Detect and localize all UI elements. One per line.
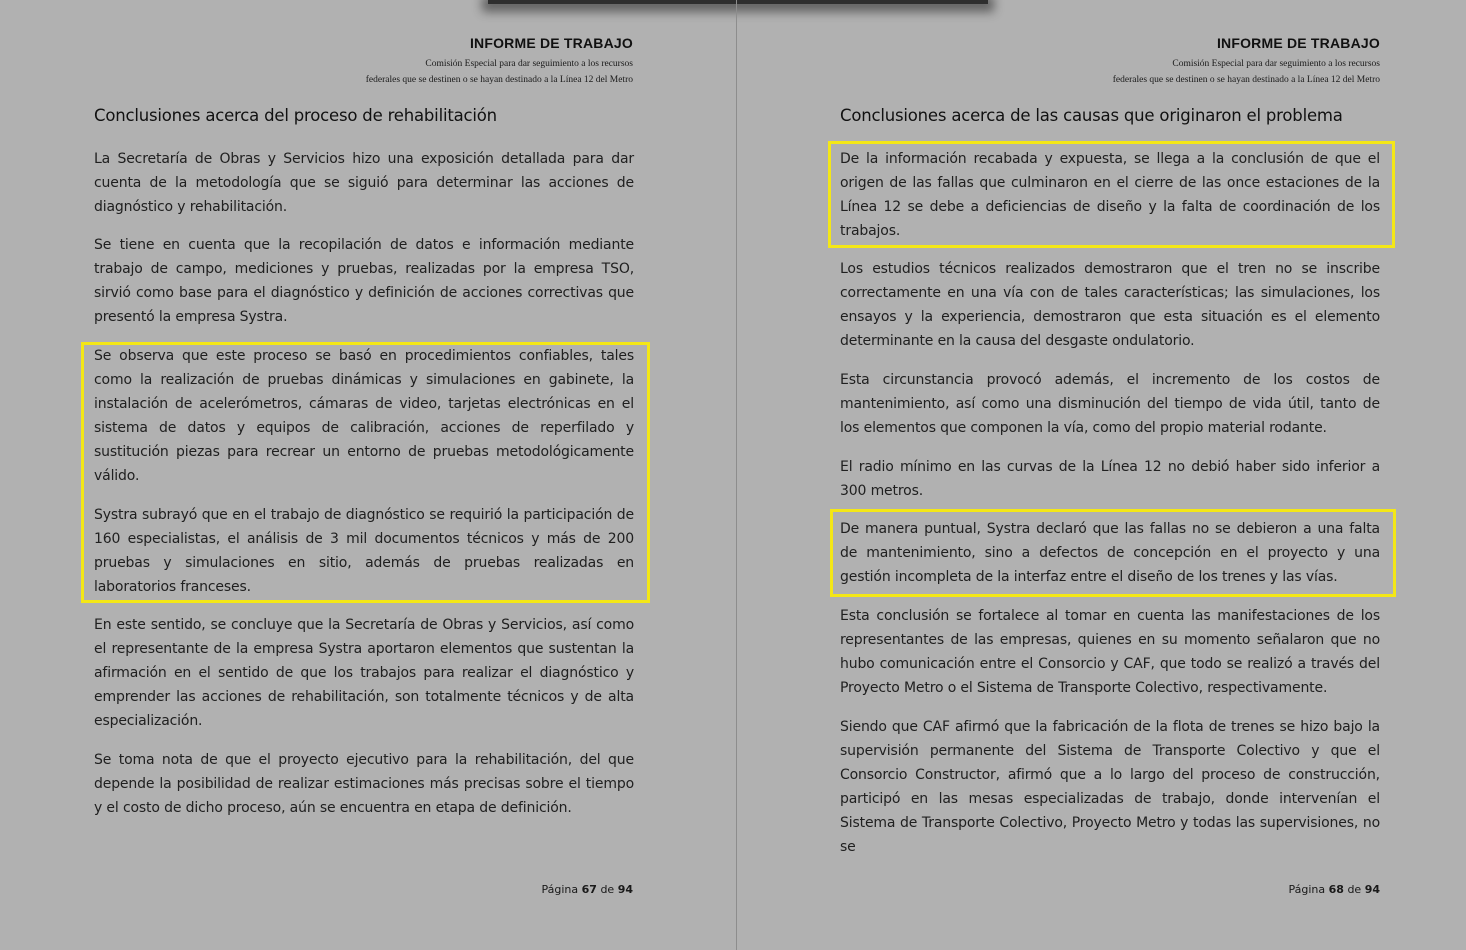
section-title: Conclusiones acerca del proceso de rehabilitación	[94, 106, 497, 125]
paragraph: Se tiene en cuenta que la recopilación de datos e información mediante trabajo de campo, mediciones y pruebas, realizadas por la empresa TSO, sirvió como base para el diagnóstico y definición de acciones correctivas que presentó la empresa Systra.	[94, 237, 634, 325]
header-subtitle-line-2: federales que se destinen o se hayan destinado a la Línea 12 del Metro	[1112, 75, 1380, 85]
paragraph: La Secretaría de Obras y Servicios hizo una exposición detallada para dar cuenta de la metodología que se siguió para determinar las acciones de diagnóstico y rehabilitación.	[94, 151, 634, 215]
paragraph: Esta conclusión se fortalece al tomar en cuenta las manifestaciones de los representantes de las empresas, quienes en su momento señalaron que no hubo comunicación entre el Consorcio y CAF, que todo se realizó a través del Proyecto Metro o el Sistema de Transporte Colectivo, respectivamente.	[840, 608, 1380, 696]
paragraph: Se toma nota de que el proyecto ejecutivo para la rehabilitación, del que depende la posibilidad de realizar estimaciones más precisas sobre el tiempo y el costo de dicho proceso, aún se encuentra en etapa de definición.	[94, 752, 634, 816]
paragraph-highlighted: Se observa que este proceso se basó en procedimientos confiables, tales como la realización de pruebas dinámicas y simulaciones en gabinete, la instalación de acelerómetros, cámaras de video, tarjetas electrónicas en el sistema de datos y equipos de calibración, acciones de reperfilado y sustitución piezas para recrear un entorno de pruebas metodológicamente válido.	[94, 348, 634, 484]
header-title: INFORME DE TRABAJO	[469, 35, 633, 51]
of-word: de	[1347, 883, 1362, 896]
header-title: INFORME DE TRABAJO	[1216, 35, 1380, 51]
paragraph-highlighted: De la información recabada y expuesta, se llega a la conclusión de que el origen de las fallas que culminaron en el cierre de las once estaciones de la Línea 12 se debe a deficiencias de diseño y la falta de coordinación de los trabajos.	[840, 151, 1380, 239]
header-subtitle-line-1: Comisión Especial para dar seguimiento a los recursos	[1172, 59, 1380, 69]
of-word: de	[600, 883, 615, 896]
header-subtitle-line-2: federales que se destinen o se hayan destinado a la Línea 12 del Metro	[365, 75, 633, 85]
paragraph-highlighted: Systra subrayó que en el trabajo de diagnóstico se requirió la participación de 160 especialistas, el análisis de 3 mil documentos técnicos y más de 200 pruebas y simulaciones en sitio, además de pruebas realizadas en laboratorios franceses.	[94, 507, 634, 595]
paragraph: En este sentido, se concluye que la Secretaría de Obras y Servicios, así como el representante de la empresa Systra aportaron elementos que sustentan la afirmación en el sentido de que los trabajos para realizar el diagnóstico y emprender las acciones de rehabilitación, son totalmente técnicos y de alta especialización.	[94, 617, 634, 729]
paragraph: Los estudios técnicos realizados demostraron que el tren no se inscribe correctamente en una vía con de tales características; las simulaciones, los ensayos y la experiencia, demostraron que esta situación es el elemento determinante en la causa del desgaste ondulatorio.	[840, 261, 1380, 349]
total-pages: 94	[1364, 883, 1380, 896]
page-number: 67	[581, 883, 597, 896]
page-word: Página	[541, 883, 579, 896]
header-subtitle-line-1: Comisión Especial para dar seguimiento a los recursos	[425, 59, 633, 69]
total-pages: 94	[617, 883, 633, 896]
paragraph: El radio mínimo en las curvas de la Línea 12 no debió haber sido inferior a 300 metros.	[840, 459, 1380, 499]
paragraph: Esta circunstancia provocó además, el incremento de los costos de mantenimiento, así como una disminución del tiempo de vida útil, tanto de los elementos que componen la vía, como del propio material rodante.	[840, 372, 1380, 436]
paragraph-highlighted: De manera puntual, Systra declaró que las fallas no se debieron a una falta de mantenimiento, sino a defectos de concepción en el proyecto y una gestión incompleta de la interfaz entre el diseño de los trenes y las vías.	[840, 521, 1380, 585]
page-footer	[541, 883, 633, 896]
page-word: Página	[1288, 883, 1326, 896]
page-footer	[1288, 883, 1380, 896]
page-header	[1113, 34, 1380, 88]
page-68	[737, 0, 1466, 950]
page-number: 68	[1328, 883, 1344, 896]
section-title: Conclusiones acerca de las causas que originaron el problema	[840, 106, 1343, 125]
paragraph: Siendo que CAF afirmó que la fabricación de la flota de trenes se hizo bajo la supervisión permanente del Sistema de Transporte Colectivo y que el Consorcio Constructor, afirmó que a lo largo del proceso de construcción, participó en las mesas especializadas de trabajo, donde intervenían el Sistema de Transporte Colectivo, Proyecto Metro y todas las supervisiones, no se	[840, 719, 1380, 855]
page-header	[366, 34, 633, 88]
